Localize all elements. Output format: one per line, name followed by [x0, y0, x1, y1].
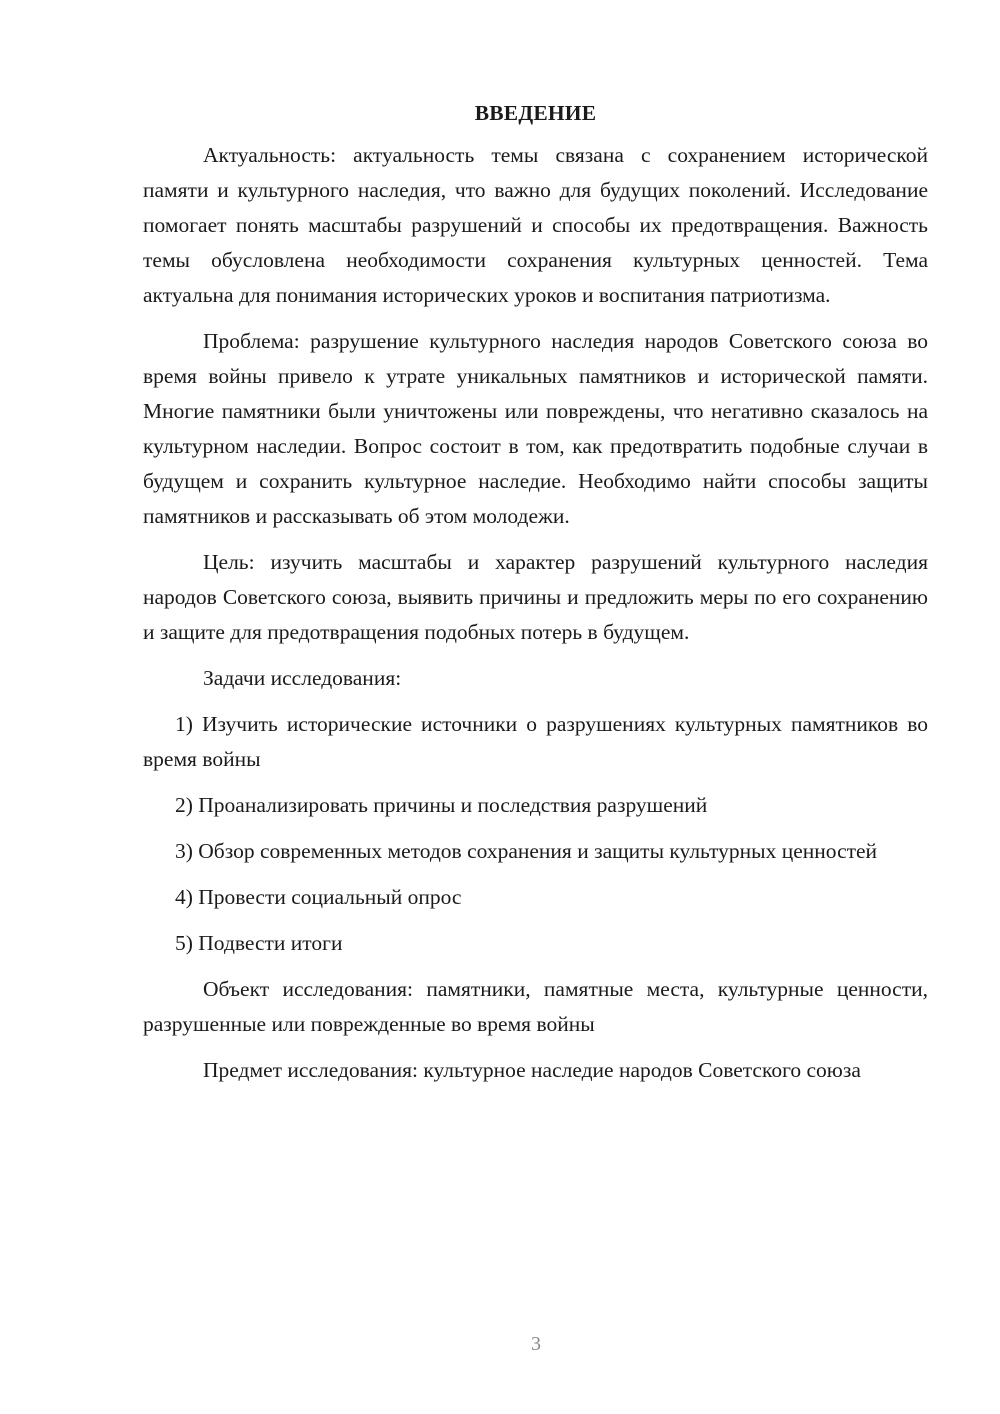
relevance-paragraph: Актуальность: актуальность темы связана с сохранением исторической памяти и культурного наследия, что важно для будущих поколений. Исследование помогает понять масштабы разрушений и способы их предотвращения. Важность темы обусловлена необходимости сохранения культурных ценностей. Тема актуальна для понимания исторических уроков и воспитания патриотизма. [143, 143, 928, 307]
page-number: 3 [531, 1333, 541, 1355]
subject-paragraph: Предмет исследования: культурное наследие народов Советского союза [203, 1058, 861, 1082]
task-item-3: 3) Обзор современных методов сохранения и защиты культурных ценностей [175, 839, 878, 863]
tasks-list [143, 707, 928, 961]
task-item-1: 1) Изучить исторические источники о разрушениях культурных памятников во время войны [143, 712, 928, 771]
task-item-4: 4) Провести социальный опрос [175, 885, 462, 909]
object-paragraph: Объект исследования: памятники, памятные места, культурные ценности, разрушенные или поврежденные во время войны [143, 977, 928, 1036]
goal-paragraph: Цель: изучить масштабы и характер разрушений культурного наследия народов Советского союза, выявить причины и предложить меры по его сохранению и защите для предотвращения подобных потерь в будущем. [143, 550, 928, 644]
problem-paragraph: Проблема: разрушение культурного наследия народов Советского союза во время войны привело к утрате уникальных памятников и исторической памяти. Многие памятники были уничтожены или повреждены, что негативно сказалось на культурном наследии. Вопрос состоит в том, как предотвратить подобные случаи в будущем и сохранить культурное наследие. Необходимо найти способы защиты памятников и рассказывать об этом молодежи. [143, 329, 928, 528]
page-body [143, 96, 928, 1099]
task-item-2: 2) Проанализировать причины и последствия разрушений [175, 793, 708, 817]
task-item-5: 5) Подвести итоги [175, 931, 343, 955]
tasks-heading: Задачи исследования: [203, 666, 402, 690]
page-title: ВВЕДЕНИЕ [474, 101, 597, 125]
